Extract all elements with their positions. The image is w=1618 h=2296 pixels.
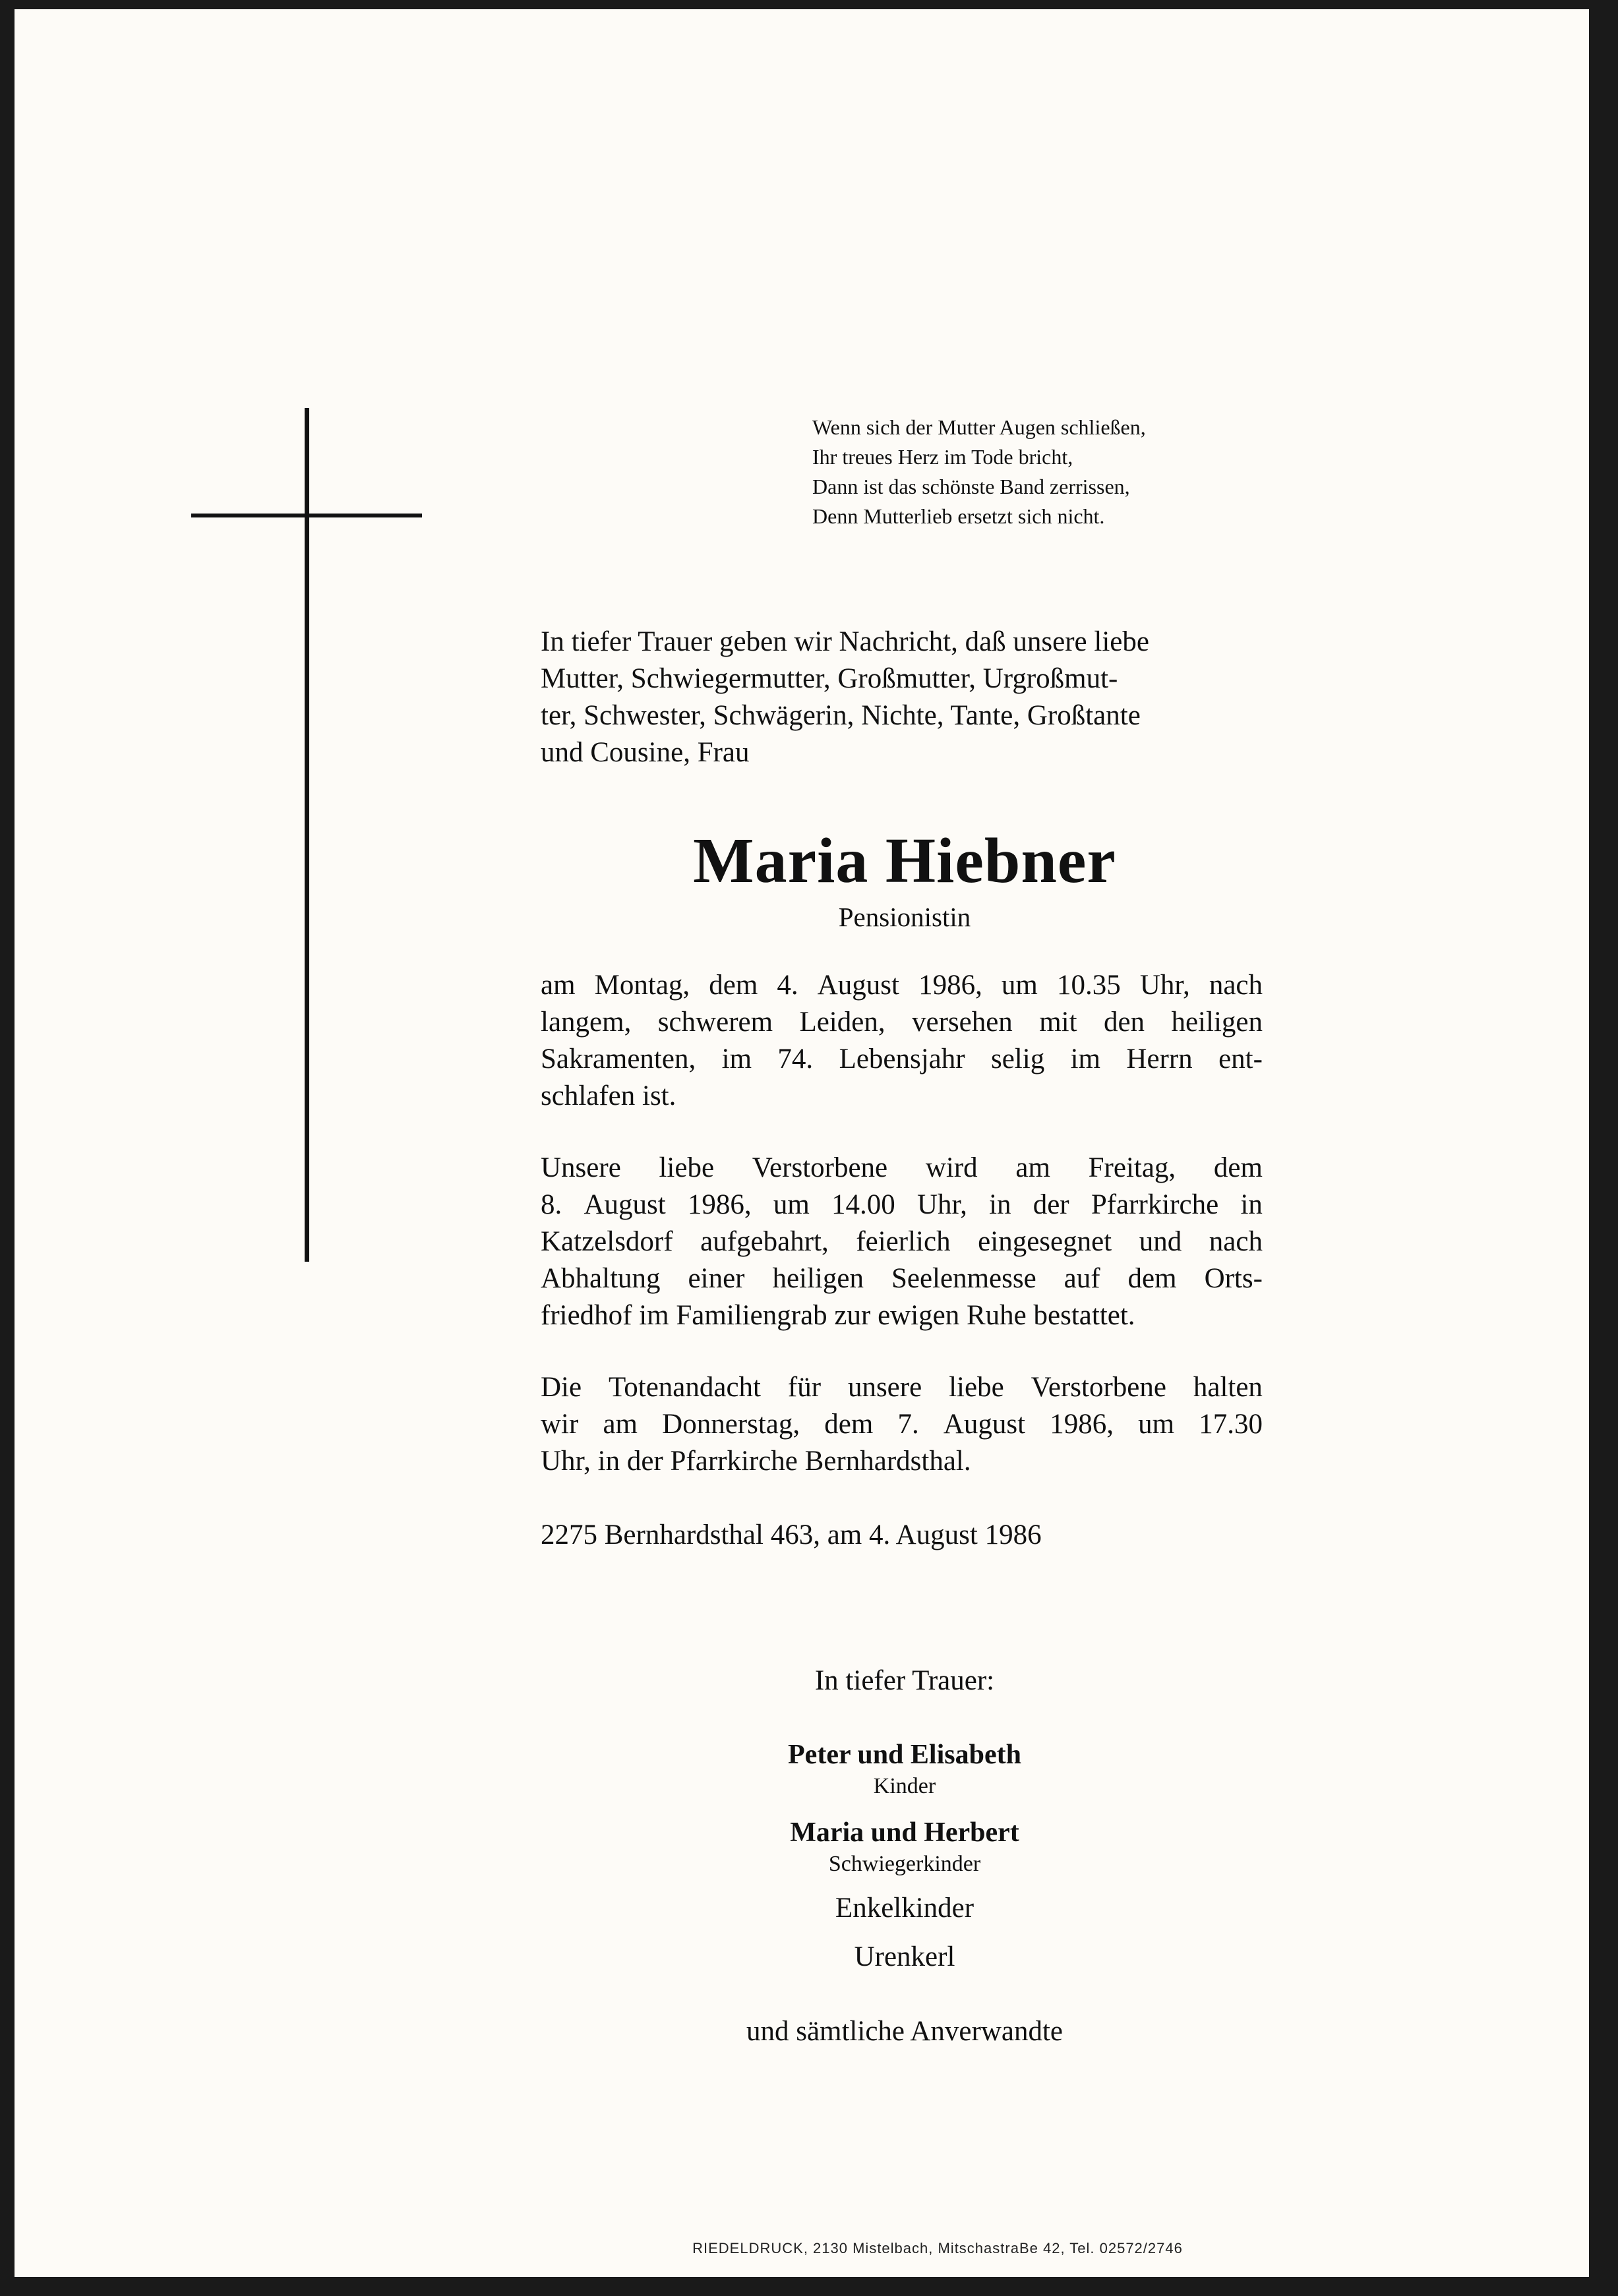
paragraph-line xyxy=(541,1187,1263,1223)
word: im xyxy=(1070,1044,1100,1074)
word: dem xyxy=(1127,1263,1177,1294)
word: liebe xyxy=(949,1372,1004,1403)
paragraph-line xyxy=(541,1260,1263,1297)
word: Herrn xyxy=(1126,1044,1193,1074)
deceased-title: Pensionistin xyxy=(838,902,971,932)
word: für xyxy=(787,1372,822,1403)
word: Lebensjahr xyxy=(839,1044,965,1074)
death-paragraph xyxy=(541,967,1263,1115)
word: mit xyxy=(1039,1007,1077,1038)
paragraph-line xyxy=(541,1443,1263,1480)
paragraph-line xyxy=(541,967,1263,1004)
paragraph-line xyxy=(541,1004,1263,1041)
mourner-names: Maria und Herbert xyxy=(790,1817,1019,1848)
word: dem xyxy=(1213,1152,1263,1183)
word: schlafen ist. xyxy=(541,1080,676,1111)
word: schwerem xyxy=(657,1007,773,1038)
paragraph-line xyxy=(541,1297,1263,1334)
word: wir xyxy=(541,1409,579,1440)
poem-line: Dann ist das schönste Band zerrissen, xyxy=(812,475,1130,498)
word: wird xyxy=(925,1152,978,1183)
word: um xyxy=(1138,1409,1175,1440)
word: feierlich xyxy=(856,1226,951,1257)
word: der xyxy=(1033,1189,1069,1220)
paragraph-line xyxy=(541,1150,1263,1187)
word: Uhr, xyxy=(916,1189,967,1220)
word: in xyxy=(1240,1189,1263,1220)
word: Katzelsdorf xyxy=(541,1226,673,1257)
word: einer xyxy=(688,1263,745,1294)
mourners-heading: In tiefer Trauer: xyxy=(814,1665,995,1696)
word: Uhr, xyxy=(1139,970,1190,1001)
word: ent- xyxy=(1218,1044,1263,1074)
word: Verstorbene xyxy=(752,1152,888,1183)
poem-line: Wenn sich der Mutter Augen schließen, xyxy=(812,415,1146,439)
obituary-sheet xyxy=(15,9,1589,2277)
word: Seelenmesse xyxy=(891,1263,1036,1294)
word: Freitag, xyxy=(1088,1152,1176,1183)
mourner-relatives: und sämtliche Anverwandte xyxy=(746,2016,1064,2047)
word: heiligen xyxy=(772,1263,864,1294)
word: 1986, xyxy=(1050,1409,1114,1440)
word: am xyxy=(541,970,576,1001)
word: und xyxy=(1139,1226,1182,1257)
word: friedhof im Familiengrab zur ewigen Ruhe bestattet. xyxy=(541,1300,1135,1331)
word: um xyxy=(1001,970,1038,1001)
word: Orts- xyxy=(1204,1263,1263,1294)
word: selig xyxy=(990,1044,1045,1074)
word: 1986, xyxy=(687,1189,752,1220)
paragraph-line xyxy=(541,1078,1263,1115)
word: 4. xyxy=(777,970,798,1001)
word: August xyxy=(943,1409,1026,1440)
word: Leiden, xyxy=(799,1007,885,1038)
word: Sakramenten, xyxy=(541,1044,696,1074)
memorial-poem xyxy=(812,413,1146,531)
word: aufgebahrt, xyxy=(700,1226,829,1257)
funeral-paragraph xyxy=(541,1150,1263,1334)
word: 8. xyxy=(541,1189,562,1220)
paragraph-line xyxy=(541,1223,1263,1260)
word: im xyxy=(721,1044,752,1074)
place-and-date: 2275 Bernhardsthal 463, am 4. August 1986 xyxy=(541,1519,1042,1550)
prayer-paragraph xyxy=(541,1369,1263,1480)
word: 7. xyxy=(897,1409,919,1440)
word: Verstorbene xyxy=(1031,1372,1166,1403)
word: Die xyxy=(541,1372,582,1403)
word: auf xyxy=(1064,1263,1100,1294)
word: nach xyxy=(1209,1226,1263,1257)
word: dem xyxy=(709,970,758,1001)
word: 17.30 xyxy=(1199,1409,1263,1440)
word: Totenandacht xyxy=(609,1372,761,1403)
word: dem xyxy=(824,1409,874,1440)
word: Pfarrkirche xyxy=(1091,1189,1219,1220)
word: liebe xyxy=(659,1152,715,1183)
mourner-great-grandchildren: Urenkerl xyxy=(854,1941,955,1972)
mourner-names: Peter und Elisabeth xyxy=(788,1740,1021,1770)
poem-line: Ihr treues Herz im Tode bricht, xyxy=(812,445,1073,469)
word: Donnerstag, xyxy=(662,1409,800,1440)
word: 10.35 xyxy=(1056,970,1121,1001)
word: versehen xyxy=(912,1007,1013,1038)
word: 74. xyxy=(777,1044,814,1074)
intro-line: ter, Schwester, Schwägerin, Nichte, Tante, Großtante xyxy=(541,700,1141,731)
word: eingesegnet xyxy=(978,1226,1112,1257)
word: Abhaltung xyxy=(541,1263,661,1294)
word: nach xyxy=(1209,970,1263,1001)
mourner-relation: Kinder xyxy=(873,1774,936,1798)
intro-line: und Cousine, Frau xyxy=(541,737,750,768)
word: in xyxy=(989,1189,1011,1220)
mourner-grandchildren: Enkelkinder xyxy=(835,1893,974,1924)
paragraph-line xyxy=(541,1041,1263,1078)
paragraph-line xyxy=(541,1406,1263,1443)
word: um xyxy=(773,1189,810,1220)
word: August xyxy=(817,970,899,1001)
word: August xyxy=(584,1189,666,1220)
word: Unsere xyxy=(541,1152,621,1183)
poem-line: Denn Mutterlieb ersetzt sich nicht. xyxy=(812,504,1105,528)
cross-icon-horizontal-bar xyxy=(191,514,422,517)
word: den xyxy=(1103,1007,1145,1038)
word: am xyxy=(603,1409,638,1440)
word: am xyxy=(1015,1152,1050,1183)
paragraph-line xyxy=(541,1369,1263,1406)
mourner-relation: Schwiegerkinder xyxy=(828,1852,981,1876)
word: 14.00 xyxy=(831,1189,895,1220)
word: heiligen xyxy=(1171,1007,1263,1038)
intro-line: Mutter, Schwiegermutter, Großmutter, Urgroßmut- xyxy=(541,663,1118,694)
word: langem, xyxy=(541,1007,632,1038)
word: 1986, xyxy=(918,970,982,1001)
intro-line: In tiefer Trauer geben wir Nachricht, daß unsere liebe xyxy=(541,626,1149,657)
announcement-intro xyxy=(541,624,1263,771)
word: Uhr, in der Pfarrkirche Bernhardsthal. xyxy=(541,1446,971,1477)
word: unsere xyxy=(847,1372,922,1403)
printer-imprint: RIEDELDRUCK, 2130 Mistelbach, MitschastraBe 42, Tel. 02572/2746 xyxy=(692,2240,1183,2256)
word: Montag, xyxy=(594,970,690,1001)
deceased-name: Maria Hiebner xyxy=(693,825,1116,897)
word: halten xyxy=(1193,1372,1263,1403)
